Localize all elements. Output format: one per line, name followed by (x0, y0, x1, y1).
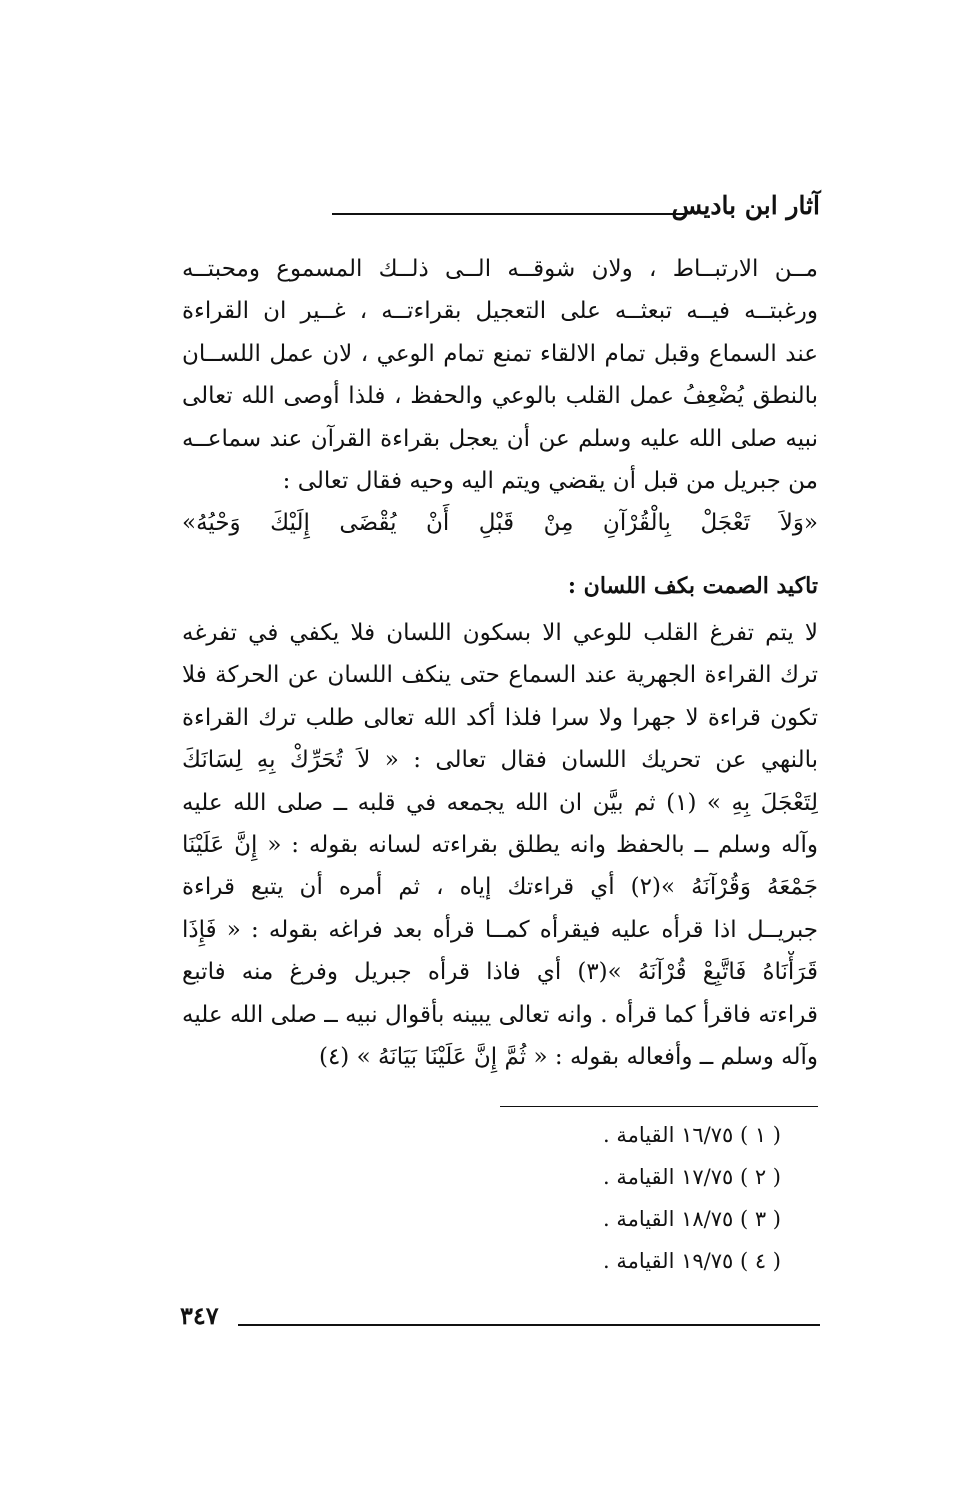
text-line: قراءته فاقرأ كما قرأه . وانه تعالى يبينه بأقوال نبيه ــ صلى الله عليه (182, 1001, 818, 1028)
text-line: نبيه صلى الله عليه وسلم عن أن يعجل بقراءة القرآن عند سماعــه (182, 425, 818, 452)
text-line: وآله وسلم ــ بالحفظ وانه يطلق بقراءته لسانه بقوله : « إِنَّ عَلَيْنَا (182, 831, 818, 858)
footnote-item: ( ٢ ) ١٧/٧٥ القيامة . (602, 1165, 781, 1189)
text-line: عند السماع وقبل تمام الالقاء تمنع تمام الوعي ، لان عمل اللســان (182, 340, 818, 367)
paragraph-2 (182, 612, 818, 1078)
footer-rule (238, 1324, 820, 1326)
text-line: بالنطق يُضْعِفُ عمل القلب بالوعي والحفظ ، فلذا أوصى الله تعالى (182, 383, 818, 410)
text-line: لِتَعْجَلَ بِهِ » (١) ثم بيَّن ان الله يجمعه في قلبه ــ صلى الله عليه (182, 789, 818, 816)
paragraph-1 (182, 248, 818, 545)
page-number: ٣٤٧ (180, 1301, 219, 1330)
quran-verse: «وَلاَ تَعْجَلْ بِالْقُرْآنِ مِنْ قَبْلِ أَنْ يُقْضَى إِلَيْكَ وَحْيُهُ» (182, 510, 818, 537)
text-line: قَرَأْنَاهُ فَاتَّبِعْ قُرْآنَهُ »(٣) أي فاذا قرأه جبريل وفرغ منه فاتبع (182, 959, 818, 986)
text-line: جبريــل اذا قرأه عليه فيقرأه كمــا قرأه بعد فراغه بقوله : « فَإِذَا (182, 916, 818, 943)
text-line: وآله وسلم ــ وأفعاله بقوله : « ثُمَّ إِنَّ عَلَيْنَا بَيَانَهُ » (٤) (318, 1043, 818, 1070)
footnote-item: ( ٣ ) ١٨/٧٥ القيامة . (602, 1207, 781, 1231)
book-title: آثار ابن باديس (671, 191, 820, 220)
text-line: ورغبتــه فيــه تبعثــه على التعجيل بقراءتــه ، غــير ان القراءة (182, 298, 818, 325)
text-line: مــن الارتبــاط ، ولان شوقــه الــى ذلــك المسموع ومحبتــه (182, 256, 818, 282)
text-line: من جبريل من قبل أن يقضي ويتم اليه وحيه فقال تعالى : (282, 467, 818, 494)
running-header (180, 186, 820, 226)
section-heading: تاكيد الصمت بكف اللسان : (567, 573, 818, 599)
footnote-item: ( ٤ ) ١٩/٧٥ القيامة . (602, 1249, 781, 1273)
footnote-item: ( ١ ) ١٦/٧٥ القيامة . (602, 1123, 781, 1147)
text-line: تكون قراءة لا جهرا ولا سرا فلذا أكد الله تعالى طلب ترك القراءة (182, 704, 818, 731)
page-footer (180, 1298, 820, 1334)
text-line: جَمْعَهُ وَقُرْآنَهُ »(٢) أي قراءتك إياه ، ثم أمره أن يتبع قراءة (182, 874, 818, 901)
footnote-rule (500, 1106, 818, 1107)
text-line: لا يتم تفرغ القلب للوعي الا بسكون اللسان فلا يكفي في تفرغه (182, 620, 818, 646)
text-line: ترك القراءة الجهرية عند السماع حتى ينكف اللسان عن الحركة فلا (182, 662, 818, 689)
footnotes (603, 1114, 781, 1282)
header-rule (332, 213, 685, 215)
text-line: بالنهي عن تحريك اللسان فقال تعالى : « لاَ تُحَرِّكْ بِهِ لِسَانَكَ (182, 747, 818, 774)
